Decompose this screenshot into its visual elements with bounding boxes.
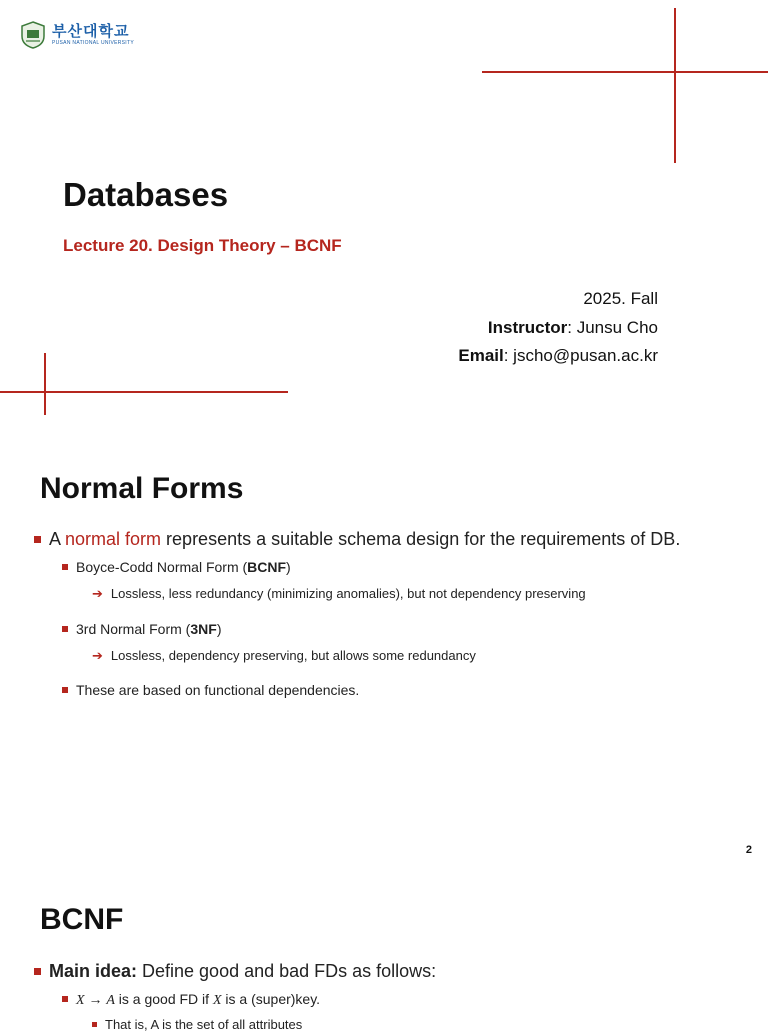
email-value: : jscho@pusan.ac.kr bbox=[503, 346, 658, 365]
3nf-detail: ➔ Lossless, dependency preserving, but allows some redundancy bbox=[92, 648, 476, 664]
bullet-square-icon bbox=[62, 626, 68, 632]
term: 2025. Fall bbox=[583, 289, 658, 308]
logo-name-ko: 부산대학교 bbox=[52, 22, 130, 40]
bcnf-title: BCNF bbox=[40, 903, 124, 936]
bcnf-detail: ➔ Lossless, less redundancy (minimizing anomalies), but not dependency preserving bbox=[92, 586, 586, 602]
bullet-square-icon bbox=[34, 536, 41, 543]
university-logo bbox=[20, 18, 160, 52]
arrow-icon: ➔ bbox=[92, 649, 103, 664]
divider-line bbox=[482, 71, 768, 73]
emblem-icon bbox=[20, 21, 46, 49]
slide-title: Databases bbox=[63, 176, 229, 213]
page-number: 2 bbox=[745, 844, 752, 856]
arrow-icon: ➔ bbox=[92, 587, 103, 602]
instructor-value: : Junsu Cho bbox=[567, 318, 658, 337]
bullet-good-fd: X → A is a good FD if X is a (super)key. bbox=[62, 991, 320, 1009]
bullet-square-icon bbox=[92, 1022, 97, 1027]
bullet-functional-dependencies: These are based on functional dependencies. bbox=[62, 682, 359, 698]
bullet-3nf: 3rd Normal Form (3NF) bbox=[62, 621, 221, 637]
divider-line bbox=[44, 353, 46, 415]
bullet-normal-form: A normal form represents a suitable schema design for the requirements of DB. bbox=[34, 529, 680, 550]
normal-forms-title: Normal Forms bbox=[40, 472, 244, 505]
email-line bbox=[458, 346, 658, 366]
email-label: Email bbox=[458, 346, 504, 365]
normal-form-highlight: normal form bbox=[65, 529, 162, 549]
instructor-label: Instructor bbox=[487, 318, 568, 337]
bullet-bcnf: Boyce-Codd Normal Form (BCNF) bbox=[62, 559, 291, 575]
bullet-square-icon bbox=[62, 564, 68, 570]
instructor-line bbox=[488, 318, 658, 338]
bullet-main-idea: Main idea: Define good and bad FDs as follows: bbox=[34, 961, 436, 982]
divider-line bbox=[674, 8, 676, 163]
bullet-square-icon bbox=[34, 968, 41, 975]
bullet-square-icon bbox=[62, 996, 68, 1002]
bullet-all-attributes: That is, A is the set of all attributes bbox=[92, 1017, 302, 1032]
logo-name-en: PUSAN NATIONAL UNIVERSITY bbox=[52, 40, 134, 46]
bullet-square-icon bbox=[62, 687, 68, 693]
slide-subtitle: Lecture 20. Design Theory – BCNF bbox=[63, 236, 342, 255]
